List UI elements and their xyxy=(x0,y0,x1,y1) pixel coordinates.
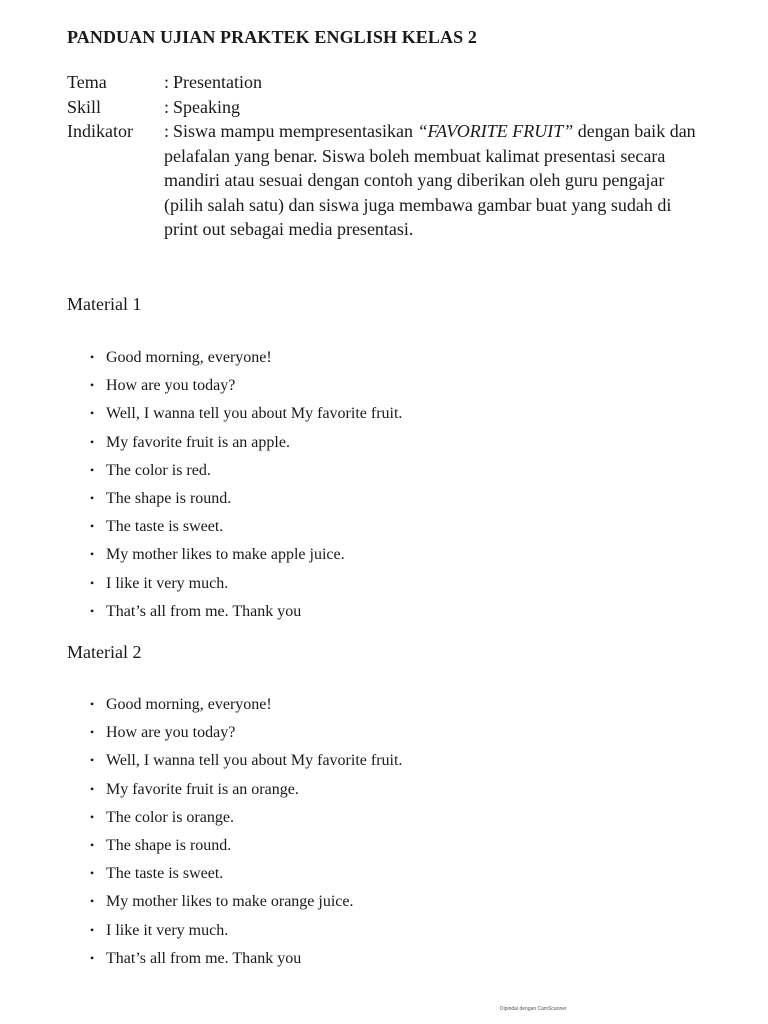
list-item xyxy=(90,831,402,859)
sentence-text: My favorite fruit is an orange. xyxy=(106,780,299,798)
list-item xyxy=(90,371,402,399)
bullet-icon: • xyxy=(90,809,95,824)
bullet-icon: • xyxy=(90,603,95,618)
list-item xyxy=(90,718,402,746)
bullet-icon: • xyxy=(90,725,95,740)
sentence-text: Well, I wanna tell you about My favorite fruit. xyxy=(106,405,403,423)
list-item xyxy=(90,597,402,625)
list-item xyxy=(90,484,402,512)
sentence-text: The taste is sweet. xyxy=(106,518,224,536)
material-1-heading: Material 1 xyxy=(67,294,142,314)
bullet-icon: • xyxy=(90,866,95,881)
bullet-icon: • xyxy=(90,922,95,937)
sentence-text: I like it very much. xyxy=(106,921,229,939)
sentence-text: I like it very much. xyxy=(106,574,229,592)
list-item xyxy=(90,803,402,831)
list-item xyxy=(90,540,402,568)
sentence-text: My mother likes to make apple juice. xyxy=(106,546,345,564)
sentence-text: My mother likes to make orange juice. xyxy=(106,893,354,911)
meta-value-text: Speaking xyxy=(173,97,241,117)
sentence-text: Good morning, everyone! xyxy=(106,696,272,713)
list-item xyxy=(90,887,402,915)
scanner-watermark: Dipindai dengan CamScanner xyxy=(500,1006,567,1012)
bullet-icon: • xyxy=(90,378,95,393)
bullet-icon: • xyxy=(90,575,95,590)
list-item xyxy=(90,512,402,540)
bullet-icon: • xyxy=(90,547,95,562)
bullet-icon: • xyxy=(90,894,95,909)
bullet-icon: • xyxy=(90,753,95,768)
sentence-text: The taste is sweet. xyxy=(106,865,224,883)
bullet-icon: • xyxy=(90,519,95,534)
meta-value-indikator xyxy=(164,119,704,242)
meta-colon: : xyxy=(164,97,170,117)
material-2-list xyxy=(90,690,402,972)
meta-value-tema xyxy=(164,70,704,95)
indikator-text-after: dengan baik dan pelafalan yang benar. Siswa boleh membuat kalimat presentasi secara mandiri atau sesuai dengan contoh yang diberikan oleh guru pengajar (pilih salah satu) dan siswa juga membawa gambar buat yang sudah di print out sebagai media presentasi. xyxy=(164,121,696,239)
list-item xyxy=(90,456,402,484)
list-item xyxy=(90,399,402,427)
material-2-heading: Material 2 xyxy=(67,642,142,662)
bullet-icon: • xyxy=(90,350,95,364)
sentence-text: The color is orange. xyxy=(106,808,234,826)
meta-colon: : xyxy=(164,72,170,92)
bullet-icon: • xyxy=(90,490,95,505)
list-item xyxy=(90,916,402,944)
bullet-icon: • xyxy=(90,837,95,852)
meta-label-tema: Tema xyxy=(67,72,107,92)
meta-label-skill: Skill xyxy=(67,97,102,117)
indikator-quote: “FAVORITE FRUIT” xyxy=(417,121,574,141)
sentence-text: How are you today? xyxy=(106,724,236,742)
list-item xyxy=(90,428,402,456)
bullet-icon: • xyxy=(90,434,95,449)
document-title: PANDUAN UJIAN PRAKTEK ENGLISH KELAS 2 xyxy=(67,27,477,47)
bullet-icon: • xyxy=(90,462,95,477)
material-1-list xyxy=(90,343,402,625)
list-item xyxy=(90,746,402,774)
list-item xyxy=(90,690,402,718)
sentence-text: That’s all from me. Thank you xyxy=(106,602,302,620)
list-item xyxy=(90,859,402,887)
meta-colon: : xyxy=(164,121,170,141)
list-item xyxy=(90,944,402,972)
sentence-text: The color is red. xyxy=(106,461,211,479)
bullet-icon: • xyxy=(90,950,95,965)
bullet-icon: • xyxy=(90,781,95,796)
sentence-text: Well, I wanna tell you about My favorite fruit. xyxy=(106,752,403,770)
indikator-text-before: Siswa mampu mempresentasikan xyxy=(173,121,418,141)
meta-value-text: Presentation xyxy=(173,72,262,92)
sentence-text: The shape is round. xyxy=(106,489,232,507)
bullet-icon: • xyxy=(90,406,95,421)
sentence-text: My favorite fruit is an apple. xyxy=(106,433,290,451)
meta-label-indikator: Indikator xyxy=(67,121,133,141)
bullet-icon: • xyxy=(90,697,95,711)
list-item xyxy=(90,343,402,371)
sentence-text: How are you today? xyxy=(106,377,236,395)
sentence-text: The shape is round. xyxy=(106,836,232,854)
sentence-text: Good morning, everyone! xyxy=(106,349,272,366)
meta-value-skill xyxy=(164,95,704,120)
list-item xyxy=(90,775,402,803)
list-item xyxy=(90,569,402,597)
sentence-text: That’s all from me. Thank you xyxy=(106,949,302,967)
